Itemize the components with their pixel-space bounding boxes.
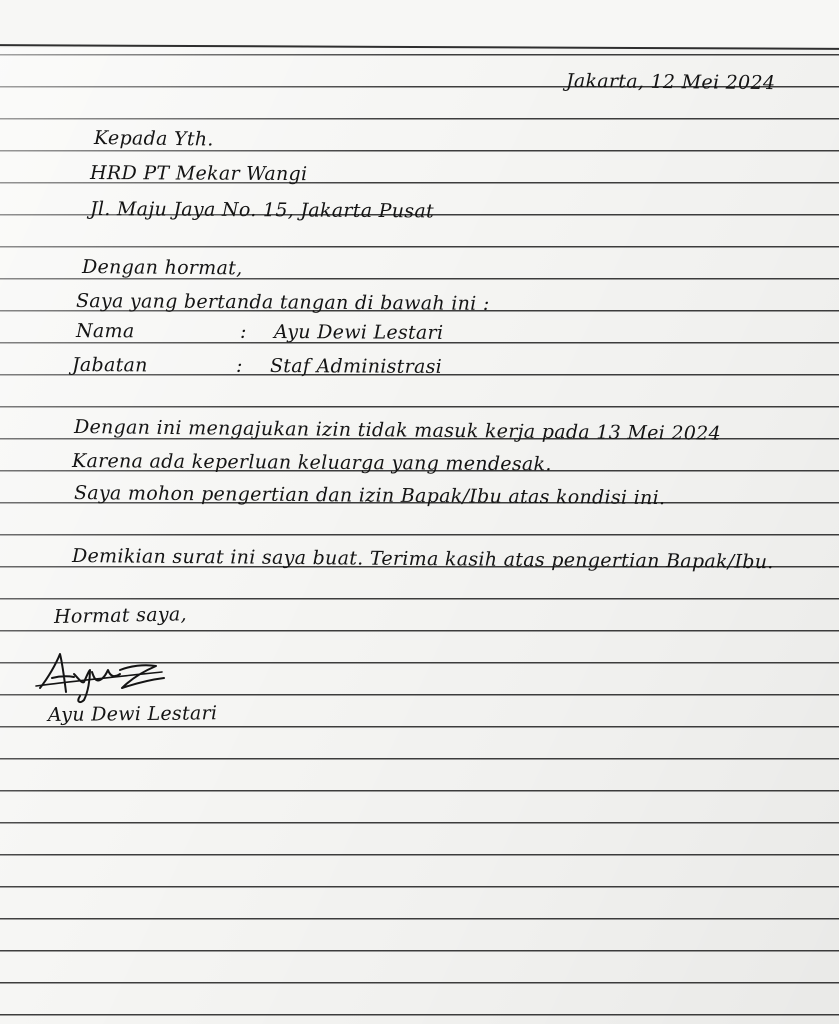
field-row-nama	[76, 322, 456, 343]
body-line: Dengan ini mengajukan izin tidak masuk kerja pada 13 Mei 2024	[73, 416, 722, 445]
field-colon: :	[235, 354, 243, 377]
field-colon: :	[239, 320, 247, 343]
field-row-jabatan	[72, 356, 452, 377]
letter-date: Jakarta, 12 Mei 2024	[565, 70, 776, 95]
body-line: Karena ada keperluan keluarga yang mendesak.	[71, 450, 552, 476]
field-value: Staf Administrasi	[269, 355, 443, 378]
signer-name: Ayu Dewi Lestari	[47, 702, 218, 726]
closing-line: Demikian surat ini saya buat. Terima kasih atas pengertian Bapak/Ibu.	[71, 545, 774, 574]
field-label: Nama	[75, 320, 135, 343]
letter-opening: Dengan hormat,	[81, 256, 243, 280]
field-label: Jabatan	[71, 354, 148, 377]
recipient-address: Jl. Maju Jaya No. 15, Jakarta Pusat	[89, 198, 435, 223]
signature-scribble	[34, 648, 170, 706]
body-line: Saya mohon pengertian dan izin Bapak/Ibu atas kondisi ini.	[73, 482, 666, 510]
paper-top-margin	[0, 0, 839, 48]
sign-off: Hormat saya,	[53, 603, 188, 628]
recipient-company: HRD PT Mekar Wangi	[89, 162, 308, 186]
recipient-greeting: Kepada Yth.	[93, 127, 214, 151]
field-value: Ayu Dewi Lestari	[273, 321, 444, 344]
letter-intro: Saya yang bertanda tangan di bawah ini :	[75, 290, 490, 315]
